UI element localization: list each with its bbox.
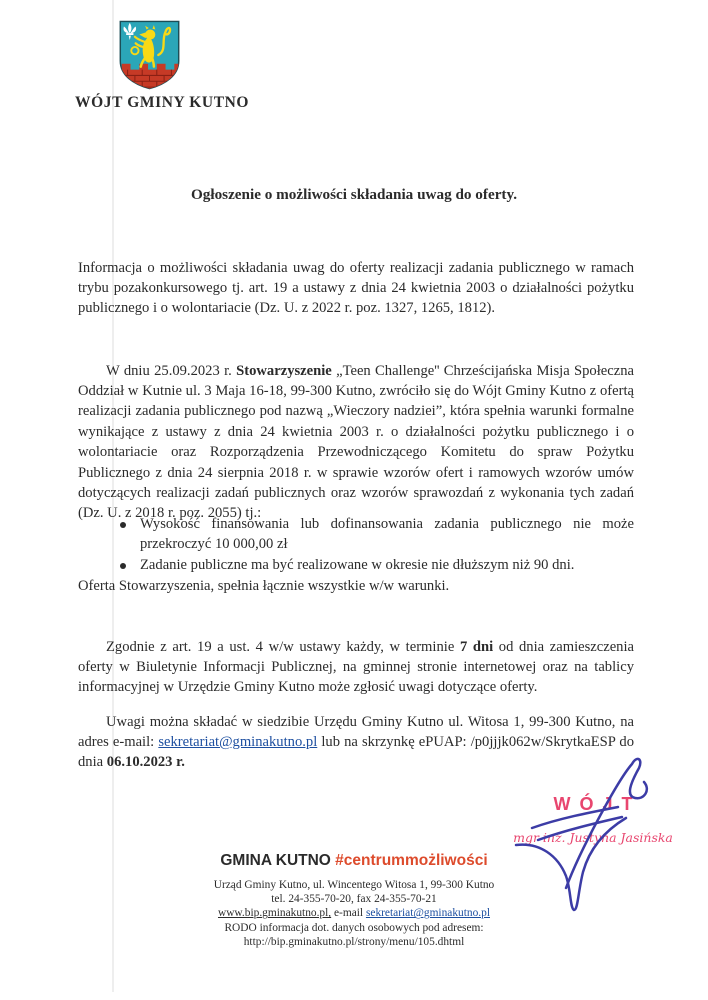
footer-hashtag: #centrummożliwości <box>335 852 488 869</box>
conditions-summary: Oferta Stowarzyszenia, spełnia łącznie wszystkie w/w warunki. <box>78 578 450 595</box>
footer-links-line <box>0 906 708 920</box>
footer-rodo-url: http://bip.gminakutno.pl/strony/menu/105.dhtml <box>243 935 465 948</box>
text-segment: „Teen Challenge'' Chrześcijańska Misja Społeczna Oddział w Kutnie ul. 3 Maja 16-18, 99-300 Kutno, zwróciło się do Wójt Gminy Kutno z ofertą realizacji zadania publicznego pod nazwą „Wieczory nadziei”, która spełnia warunki formalne wynikające z ustawy z dnia 24 kwietnia 2003 r. o działalności pożytku publicznego i o wolontariacie oraz Rozporządzenia Przewodniczącego Komitetu do spraw Pożytku Publicznego z dnia 24 sierpnia 2018 r. w sprawie wzorów ofert i ramowych wzorów umów dotyczących realizacji zadań publicznych oraz wzorów sprawozdań z wykonania tych zadań (Dz. U. z 2018 r. poz. 2055) tj.: <box>78 362 634 522</box>
stamp-signatory-name: mgr inż. Justyna Jasińska <box>513 830 673 845</box>
bullet-item: Zadanie publiczne ma być realizowane w okresie nie dłuższym niż 90 dni. <box>140 555 634 575</box>
text-segment: Informacja o możliwości składania uwag do oferty realizacji zadania publicznego w ramach trybu pozakonkursowego tj. art. 19 a ustawy z dnia 24 kwietnia 2003 o działalności pożytku publicznego i o wolontariacie (Dz. U. z 2022 r. poz. 1327, 1265, 1812). <box>78 259 634 317</box>
text-segment: Uwagi można składać w siedzibie Urzędu Gminy Kutno ul. Witosa 1, 99-300 Kutno, na adres e-mail: <box>78 713 634 750</box>
link[interactable]: sekretariat@gminakutno.pl <box>365 907 490 920</box>
document-title: Ogłoszenie o możliwości składania uwag do oferty. <box>190 186 518 203</box>
paragraph-intro <box>78 258 634 319</box>
bullet-list <box>78 514 634 575</box>
text-segment: 06.10.2023 r. <box>106 754 185 771</box>
text-segment: Stowarzyszenie <box>236 362 332 379</box>
text-segment: 7 dni <box>459 638 494 655</box>
paragraph-offer-details <box>78 361 634 524</box>
footer-brand <box>0 852 708 870</box>
paragraph-deadline-rule <box>78 637 634 698</box>
text-segment: od dnia zamieszczenia oferty w Biuletynie Informacji Publicznej, na gminnej stronie internetowej oraz na tablicy informacyjnej w Urzędzie Gminy Kutno może zgłosić uwagi dotyczące oferty. <box>78 638 635 696</box>
footer-phone-line: tel. 24-355-70-20, fax 24-355-70-21 <box>271 893 437 906</box>
text-segment: e-mail <box>331 907 366 920</box>
sender-org-title: WÓJT GMINY KUTNO <box>75 94 250 111</box>
text-segment: Zgodnie z art. 19 a ust. 4 w/w ustawy każdy, w terminie <box>106 638 460 655</box>
stamp-title: WÓJT <box>553 794 642 814</box>
coat-of-arms-kutno-icon <box>113 18 186 92</box>
footer <box>0 852 708 949</box>
link[interactable]: sekretariat@gminakutno.pl <box>158 734 318 750</box>
footer-address-line: Urząd Gminy Kutno, ul. Wincentego Witosa 1, 99-300 Kutno <box>213 879 495 891</box>
footer-address <box>0 878 708 949</box>
text-segment: W dniu 25.09.2023 r. <box>106 362 237 379</box>
footer-brand-name: GMINA KUTNO <box>220 852 331 869</box>
conditions-block <box>78 514 634 597</box>
bullet-item: Wysokość finansowania lub dofinansowania zadania publicznego nie może przekroczyć 10 000,00 zł <box>140 514 634 555</box>
link[interactable]: www.bip.gminakutno.pl, <box>217 907 332 920</box>
footer-rodo-line: RODO informacja dot. danych osobowych pod adresem: <box>224 921 484 934</box>
text-segment: lub na skrzynkę ePUAP: /p0jjjk062w/SkrytkaESP do dnia <box>78 734 635 771</box>
